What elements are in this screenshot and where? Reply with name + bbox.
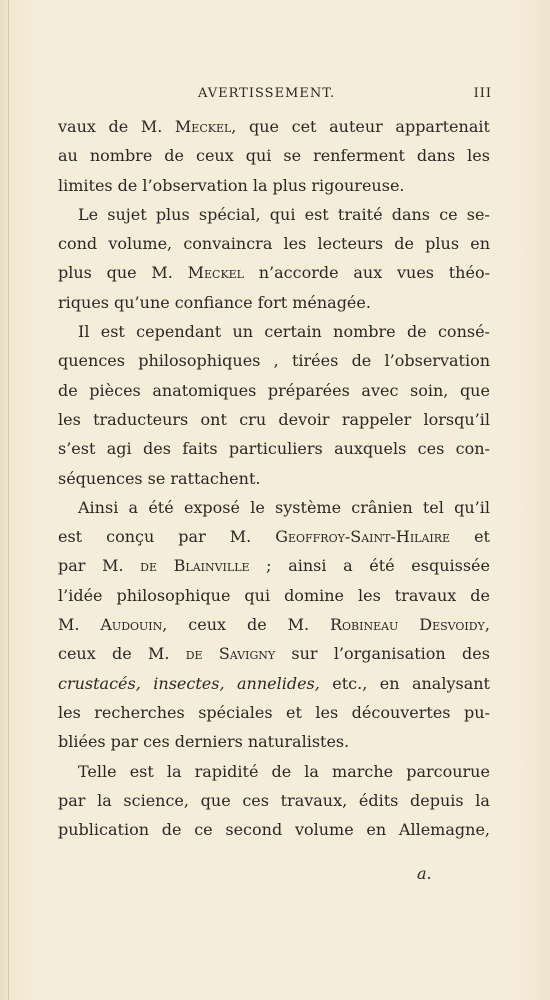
text-word: auxquels: [334, 439, 407, 459]
text-line: [58, 141, 490, 170]
text-word: en: [366, 820, 387, 840]
text-line: [58, 698, 490, 727]
text-word: M.: [151, 263, 173, 283]
text-word: qu’il: [454, 497, 490, 517]
text-word: riques: [58, 292, 109, 312]
text-word: en: [470, 234, 490, 254]
signature-mark: a.: [417, 864, 432, 883]
text-word: par: [110, 732, 139, 752]
text-word: fort: [257, 292, 288, 312]
text-word: Telle: [78, 761, 117, 781]
text-line: [58, 610, 490, 639]
text-word: été: [148, 497, 174, 517]
text-line: [58, 376, 490, 405]
text-line: [58, 581, 490, 610]
text-word: qui: [245, 146, 272, 166]
text-word: les: [357, 585, 381, 605]
text-word: cond: [58, 234, 98, 254]
text-line: [58, 464, 490, 493]
text-word: par: [58, 790, 86, 810]
text-word: a: [343, 556, 353, 576]
text-word: ceux: [58, 644, 96, 664]
text-word: de: [164, 146, 184, 166]
text-word: lecteurs: [317, 234, 384, 254]
text-word: au: [58, 146, 78, 166]
text-word: agi: [106, 439, 132, 459]
text-word: M.: [229, 527, 252, 547]
body-text: [58, 112, 490, 844]
text-word: bliées: [58, 732, 106, 752]
text-word: philosophique: [116, 585, 231, 605]
text-word: devoir: [278, 409, 330, 429]
text-word: M.: [102, 556, 124, 576]
text-word: la: [475, 790, 490, 810]
text-word: est: [58, 527, 83, 547]
text-word: est: [129, 761, 154, 781]
text-word: les: [58, 409, 81, 429]
text-word: est: [100, 322, 125, 342]
text-word: préparées: [267, 380, 350, 400]
text-word: renferment: [313, 146, 405, 166]
text-word: nombre: [333, 322, 396, 342]
text-word: exposé: [183, 497, 240, 517]
text-word: les: [315, 702, 339, 722]
page-number: III: [473, 86, 492, 101]
text-word: système: [275, 497, 342, 517]
text-word: esquissée: [411, 556, 490, 576]
text-word: spéciales: [198, 702, 273, 722]
text-word: avec: [361, 380, 399, 400]
text-word: quences: [58, 351, 125, 371]
text-word: que: [200, 790, 231, 810]
text-word: qui: [269, 204, 296, 224]
text-word: plus: [425, 234, 460, 254]
text-word: crânien: [351, 497, 413, 517]
text-word: etc.,: [332, 673, 368, 693]
text-word: crustacés,: [58, 673, 141, 693]
text-word: Savigny: [218, 644, 276, 664]
text-word: s’est: [58, 439, 96, 459]
text-word: l’observation: [142, 175, 248, 195]
text-word: édits: [358, 790, 399, 810]
text-word: de: [271, 761, 292, 781]
text-word: Meckel: [187, 263, 244, 283]
text-word: sujet: [107, 204, 147, 224]
text-word: les: [467, 146, 490, 166]
text-word: Robineau: [329, 615, 399, 635]
text-word: parcourue: [406, 761, 490, 781]
text-word: tel: [422, 497, 444, 517]
text-word: et: [286, 702, 302, 722]
text-line: [58, 405, 490, 434]
text-word: se: [147, 468, 166, 488]
text-word: dans: [391, 204, 431, 224]
text-word: analysant: [411, 673, 490, 693]
text-word: appartenait: [395, 117, 490, 136]
text-word: vaux: [58, 117, 96, 136]
text-word: travaux: [394, 585, 457, 605]
text-line: [58, 669, 490, 698]
text-word: qui: [244, 585, 271, 605]
text-word: tirées: [291, 351, 339, 371]
text-line: [58, 757, 490, 786]
text-line: [58, 258, 490, 287]
text-line: [58, 112, 490, 141]
text-line: [58, 229, 490, 258]
text-word: recherches: [94, 702, 185, 722]
text-word: l’observation: [384, 351, 490, 371]
text-word: spécial,: [198, 204, 261, 224]
text-word: auteur: [329, 117, 383, 136]
text-word: cet: [291, 117, 317, 136]
text-word: convaincra: [183, 234, 273, 254]
text-word: les: [283, 234, 307, 254]
text-word: de: [351, 351, 372, 371]
text-word: de: [108, 117, 129, 136]
text-word: volume: [294, 820, 354, 840]
text-word: ce: [439, 204, 458, 224]
text-word: en: [379, 673, 400, 693]
text-word: annelides,: [236, 673, 320, 693]
text-word: et: [474, 527, 490, 547]
text-word: derniers: [174, 732, 243, 752]
text-word: ,: [273, 351, 279, 371]
text-line: [58, 493, 490, 522]
text-word: rapidité: [194, 761, 259, 781]
text-word: faits: [182, 439, 218, 459]
text-word: conçu: [106, 527, 155, 547]
text-word: la: [252, 175, 268, 195]
text-word: ceux: [188, 615, 227, 635]
text-line: [58, 551, 490, 580]
text-word: Allemagne,: [398, 820, 490, 840]
text-word: ce: [194, 820, 213, 840]
text-word: théo-: [448, 263, 490, 283]
text-word: la: [97, 790, 112, 810]
text-word: soin,: [410, 380, 449, 400]
text-word: depuis: [410, 790, 464, 810]
text-word: le: [250, 497, 265, 517]
text-word: lorsqu’il: [423, 409, 490, 429]
text-word: science,: [123, 790, 189, 810]
text-word: de: [470, 585, 490, 605]
text-word: Il: [78, 322, 90, 342]
text-line: [58, 171, 490, 200]
text-word: Blainville: [173, 556, 250, 576]
text-word: de: [117, 175, 138, 195]
text-word: traducteurs: [93, 409, 189, 429]
text-word: été: [369, 556, 395, 576]
text-word: volume,: [108, 234, 173, 254]
text-word: l’organisation: [333, 644, 446, 664]
text-word: un: [232, 322, 254, 342]
text-word: de: [140, 556, 158, 576]
text-word: philosophiques: [138, 351, 261, 371]
text-word: con-: [455, 439, 490, 459]
text-word: ces: [143, 732, 170, 752]
text-word: vues: [396, 263, 434, 283]
text-word: M.: [287, 615, 310, 635]
text-word: ces: [242, 790, 269, 810]
text-word: de: [161, 820, 182, 840]
text-word: ceux: [195, 146, 234, 166]
text-word: que: [249, 117, 280, 136]
text-word: traité: [337, 204, 383, 224]
text-word: cependant: [136, 322, 222, 342]
text-word: Geoffroy-Saint-Hilaire: [275, 527, 451, 547]
text-word: rappeler: [341, 409, 412, 429]
text-word: cru: [239, 409, 267, 429]
text-word: pièces: [89, 380, 141, 400]
text-word: se-: [466, 204, 490, 224]
text-word: sur: [291, 644, 318, 664]
text-word: consé-: [437, 322, 490, 342]
text-word: Meckel,: [174, 117, 237, 136]
text-line: [58, 815, 490, 844]
text-line: [58, 639, 490, 668]
text-word: limites: [58, 175, 113, 195]
text-word: de: [406, 322, 427, 342]
text-word: M.: [147, 644, 170, 664]
text-word: Ainsi: [78, 497, 119, 517]
text-word: travaux,: [280, 790, 348, 810]
text-line: [58, 434, 490, 463]
text-word: M.: [58, 615, 80, 635]
running-title: AVERTISSEMENT.: [198, 86, 336, 101]
text-line: [58, 288, 490, 317]
text-line: [58, 317, 490, 346]
text-word: est: [304, 204, 329, 224]
text-word: de: [246, 615, 267, 635]
text-word: ainsi: [288, 556, 327, 576]
text-word: plus: [155, 204, 190, 224]
text-word: se: [283, 146, 302, 166]
text-word: domine: [284, 585, 344, 605]
text-word: que: [459, 380, 490, 400]
text-word: la: [166, 761, 182, 781]
text-word: rattachent.: [170, 468, 261, 488]
text-word: rigoureuse.: [311, 175, 405, 195]
text-word: ont: [200, 409, 227, 429]
text-word: a: [128, 497, 139, 517]
text-word: de: [112, 644, 132, 664]
text-word: ;: [266, 556, 272, 576]
text-word: particuliers: [228, 439, 323, 459]
text-word: par: [178, 527, 206, 547]
text-word: découvertes: [351, 702, 451, 722]
text-word: plus: [58, 263, 92, 283]
text-word: que: [106, 263, 137, 283]
page-gutter-edge: [8, 0, 9, 1000]
text-word: marche: [332, 761, 394, 781]
text-word: insectes,: [153, 673, 225, 693]
text-line: [58, 727, 490, 756]
text-word: des: [461, 644, 490, 664]
text-word: anatomiques: [152, 380, 257, 400]
text-line: [58, 522, 490, 551]
text-line: [58, 786, 490, 815]
text-line: [58, 200, 490, 229]
text-word: M.: [140, 117, 163, 136]
text-word: nombre: [89, 146, 153, 166]
text-word: des: [143, 439, 171, 459]
text-word: certain: [264, 322, 322, 342]
text-word: dans: [416, 146, 456, 166]
text-word: ces: [417, 439, 445, 459]
text-word: pu-: [463, 702, 490, 722]
text-word: plus: [272, 175, 307, 195]
text-word: de: [185, 644, 203, 664]
text-word: séquences: [58, 468, 143, 488]
text-word: second: [225, 820, 283, 840]
text-word: Le: [78, 204, 99, 224]
text-word: naturalistes.: [247, 732, 350, 752]
text-line: [58, 346, 490, 375]
text-word: les: [58, 702, 81, 722]
text-word: l’idée: [58, 585, 103, 605]
text-word: ménagée.: [292, 292, 371, 312]
text-word: aux: [353, 263, 383, 283]
text-word: la: [304, 761, 319, 781]
text-word: de: [58, 380, 78, 400]
text-word: confiance: [174, 292, 253, 312]
text-word: par: [58, 556, 86, 576]
text-word: qu’une: [114, 292, 170, 312]
text-word: publication: [58, 820, 150, 840]
text-word: de: [394, 234, 414, 254]
text-word: n’accorde: [258, 263, 339, 283]
page-header: [60, 86, 492, 106]
text-word: Audouin,: [100, 615, 168, 635]
text-word: Desvoidy,: [419, 615, 490, 635]
